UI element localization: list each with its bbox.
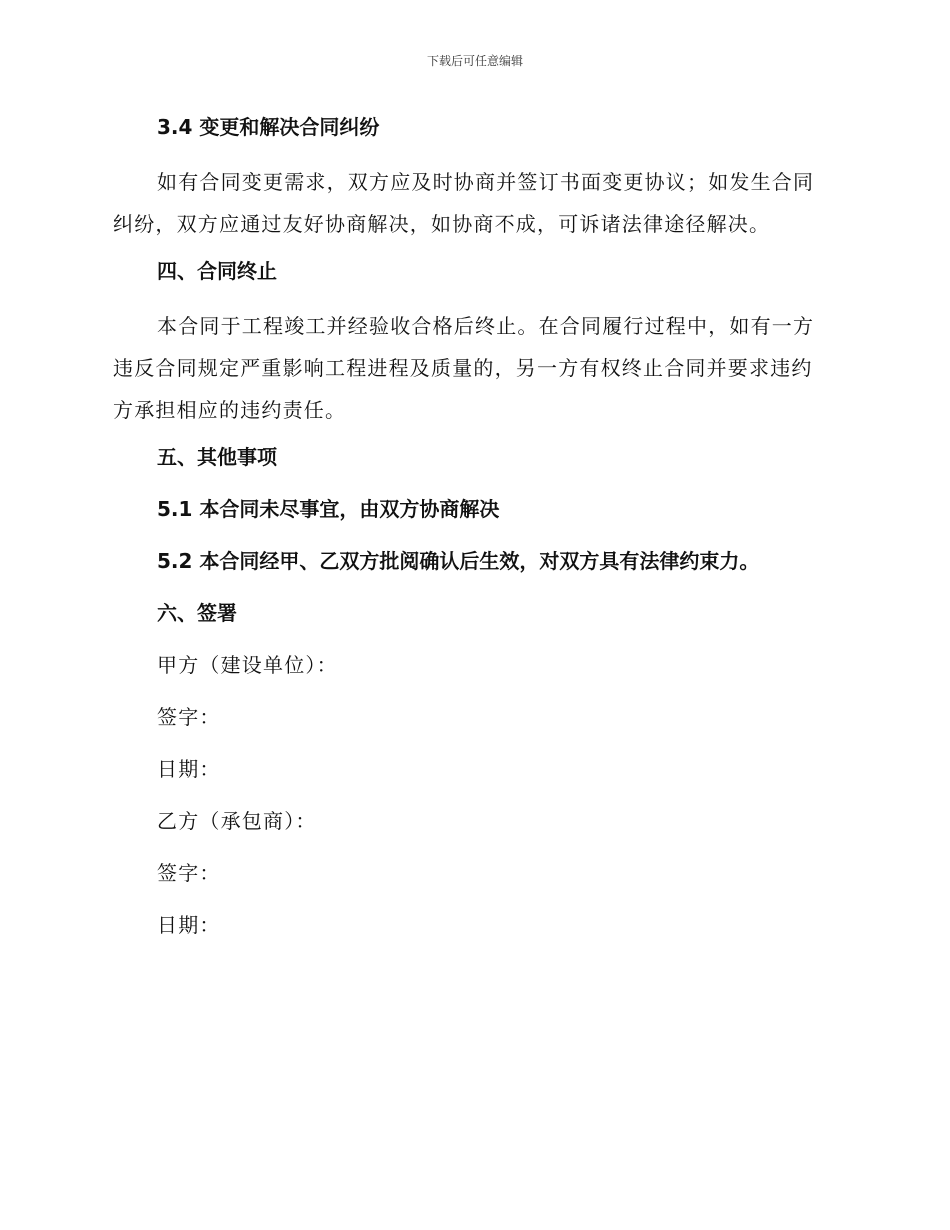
section-5-heading: 五、其他事项 xyxy=(157,445,277,469)
section-4-heading: 四、合同终止 xyxy=(157,259,277,283)
section-5-1-item: 5.1 本合同未尽事宜，由双方协商解决 xyxy=(157,497,500,521)
party-a-signature-field: 签字： xyxy=(157,705,221,729)
section-5-2-item: 5.2 本合同经甲、乙双方批阅确认后生效，对双方具有法律约束力。 xyxy=(157,549,760,573)
party-a-label: 甲方（建设单位）： xyxy=(157,653,338,677)
document-body xyxy=(113,109,833,959)
party-b-label: 乙方（承包商）： xyxy=(157,809,317,833)
section-3-4-paragraph: 如有合同变更需求，双方应及时协商并签订书面变更协议；如发生合同纠纷，双方应通过友好协商解决，如协商不成，可诉诸法律途径解决。 xyxy=(113,170,815,236)
party-a-date-field: 日期： xyxy=(157,757,221,781)
section-4-paragraph: 本合同于工程竣工并经验收合格后终止。在合同履行过程中，如有一方违反合同规定严重影响工程进程及质量的，另一方有权终止合同并要求违约方承担相应的违约责任。 xyxy=(113,314,815,422)
party-b-date-field: 日期： xyxy=(157,913,221,937)
page-header: 下载后可任意编辑 xyxy=(426,54,523,68)
section-6-heading: 六、签署 xyxy=(157,601,237,625)
party-b-signature-field: 签字： xyxy=(157,861,221,885)
section-3-4-heading: 3.4 变更和解决合同纠纷 xyxy=(157,115,380,139)
